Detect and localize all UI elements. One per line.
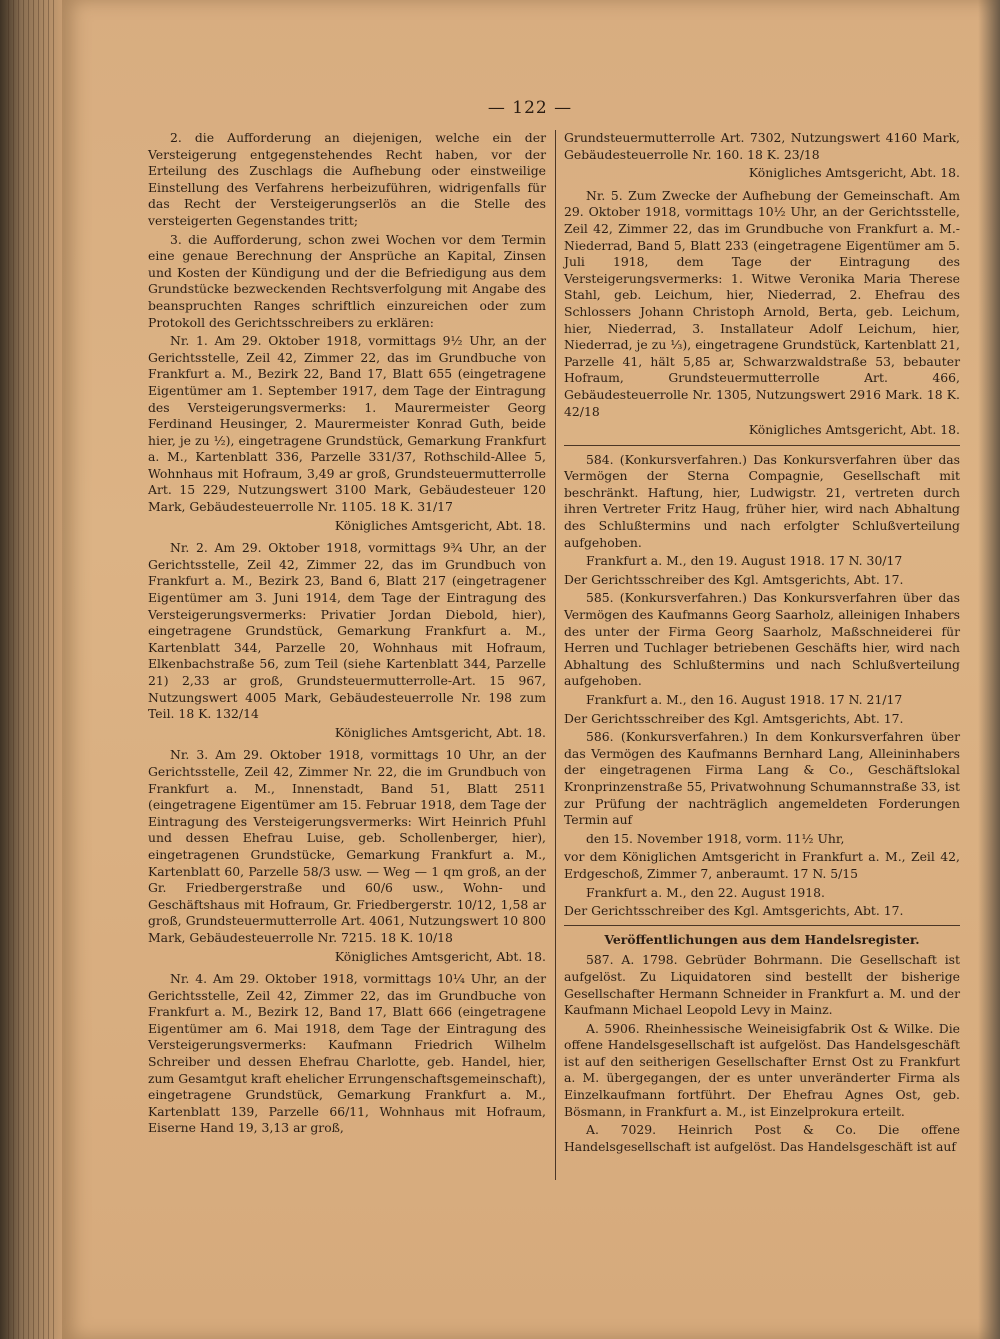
court-signature: Königliches Amtsgericht, Abt. 18. [748,165,960,181]
notice-paragraph: 3. die Aufforderung, schon zwei Wochen vor dem Termin eine genaue Berechnung der Ansprüche an Kapital, Zinsen und Kosten der Kündigung und der die Befriedigung aus dem Grundstücke bezweckenden Rechtsverfolgung mit Angabe des beanspruchten Ranges schriftlich einzureichen oder zum Protokoll des Gerichtsschreibers zu erklären: [148,231,546,330]
notice-paragraph: A. 7029. Heinrich Post & Co. Die offene Handelsgesellschaft ist aufgelöst. Das Handelsgeschäft ist auf [564,1122,960,1154]
notice-paragraph: Nr. 3. Am 29. Oktober 1918, vormittags 10 Uhr, an der Gerichtsstelle, Zeil 42, Zimmer Nr. 22, die im Grundbuch von Frankfurt a. M., Innenstadt, Band 51, Blatt 2511 (eingetragene Eigentümer am 15. Februar 1918, dem Tage der Eintragung des Versteigerungsvermerks: Wirt Heinrich Pfuhl und dessen Ehefrau Luise, geb. Schollenberger, hier), eingetragenen Grundstücke, Gemarkung Frankfurt a. M., Kartenblatt 60, Parzelle 58/3 usw. — Weg — 1 qm groß, an der Gr. Friedbergerstraße und 60/6 usw., Wohn- und Geschäftshaus mit Hofraum, Gr. Friedbergerstr. 10/12, 1,58 ar groß, Grundsteuermutterrolle Art. 4061, Nutzungswert 10 800 Mark, Gebäudesteuerrolle Nr. 7215. 18 K. 10/18 [148,747,546,945]
column-divider [555,130,556,1180]
court-signature: Königliches Amtsgericht, Abt. 18. [748,422,960,438]
page-stack-lines [8,0,58,1339]
notice-paragraph: 586. (Konkursverfahren.) In dem Konkursverfahren über das Vermögen des Kaufmanns Bernhard Lang, Alleininhabers der eingetragenen Firma Lang & Co., Geschäftslokal Kronprinzenstraße 55, Privatwohnung Schumannstraße 33, ist zur Prüfung der nachträglich angemeldeten Forderungen Termin auf [564,729,960,828]
left-column [148,130,546,1139]
page-number: — 122 — [487,98,573,118]
court-signature: Königliches Amtsgericht, Abt. 18. [334,517,546,533]
book-page-stack-edge [0,0,62,1339]
section-heading: Veröffentlichungen aus dem Handelsregister. [604,931,920,947]
right-column [564,130,960,1157]
dateline: Frankfurt a. M., den 22. August 1918. [586,884,825,900]
notice-paragraph: Der Gerichtsschreiber des Kgl. Amtsgerichts, Abt. 17. [564,710,904,726]
notice-paragraph: Nr. 1. Am 29. Oktober 1918, vormittags 9½ Uhr, an der Gerichtsstelle, Zeil 42, Zimmer 22, das im Grundbuche von Frankfurt a. M., Bezirk 22, Band 17, Blatt 655 (eingetragene Eigentümer am 1. September 1917, dem Tage der Eintragung des Versteigerungsvermerks: 1. Maurermeister Georg Ferdinand Heusinger, 2. Maurermeister Konrad Guth, beide hier, je zu ½), eingetragene Grundstück, Gemarkung Frankfurt a. M., Kartenblatt 336, Parzelle 331/37, Rothschild-Allee 5, Wohnhaus mit Hofraum, 3,49 ar groß, Grundsteuermutterrolle Art. 15 229, Nutzungswert 3100 Mark, Gebäudesteuer 120 Mark, Gebäudesteuerrolle Nr. 1105. 18 K. 31/17 [148,333,546,515]
section-rule [564,925,960,926]
notice-paragraph: 2. die Aufforderung an diejenigen, welche ein der Versteigerung entgegenstehendes Recht haben, vor der Erteilung des Zuschlags die Aufhebung oder einstweilige Einstellung des Verfahrens herbeizuführen, widrigenfalls für das Recht der Versteigerungserlös an die Stelle des versteigerten Gegenstandes tritt; [148,130,546,228]
notice-paragraph: 585. (Konkursverfahren.) Das Konkursverfahren über das Vermögen des Kaufmanns Georg Saarholz, alleinigen Inhabers des unter der Firma Georg Saarholz, Maßschneiderei für Herren und Tuchlager betriebenen Geschäfts hier, wird nach Abhaltung des Schlußtermins und nach Schlußverteilung aufgehoben. [564,590,960,689]
dateline: den 15. November 1918, vorm. 11½ Uhr, [586,830,845,846]
notice-paragraph: Nr. 5. Zum Zwecke der Aufhebung der Gemeinschaft. Am 29. Oktober 1918, vormittags 10½ Uhr, an der Gerichtsstelle, Zeil 42, Zimmer 22, das im Grundbuche von Frankfurt a. M.-Niederrad, Band 5, Blatt 233 (eingetragene Eigentümer am 5. Juli 1918, dem Tage der Eintragung des Versteigerungsvermerks: 1. Witwe Veronika Maria Therese Stahl, geb. Leichum, hier, Niederrad, 2. Ehefrau des Schlossers Johann Christoph Arnold, Berta, geb. Leichum, hier, Niederrad, 3. Installateur Adolf Leichum, hier, Niederrad, je zu ⅓), eingetragene Grundstück, Kartenblatt 21, Parzelle 41, hält 5,85 ar, Schwarzwaldstraße 53, bebauter Hofraum, Grundsteuermutterrolle Art. 466, Gebäudesteuerrolle Nr. 1305, Nutzungswert 2916 Mark. 18 K. 42/18 [564,187,960,419]
section-rule [564,445,960,446]
notice-paragraph: vor dem Königlichen Amtsgericht in Frankfurt a. M., Zeil 42, Erdgeschoß, Zimmer 7, anberaumt. 17 N. 5/15 [564,849,960,881]
dateline: Frankfurt a. M., den 16. August 1918. 17 N. 21/17 [586,692,903,707]
notice-paragraph: A. 5906. Rheinhessische Weineisigfabrik Ost & Wilke. Die offene Handelsgesellschaft ist aufgelöst. Das Handelsgeschäft ist auf den seitherigen Gesellschafter Ernst Ost zu Frankfurt a. M. übergegangen, der es unter unveränderter Firma als Einzelkaufmann fortführt. Der Ehefrau Agnes Ost, geb. Bösmann, in Frankfurt a. M., ist Einzelprokura erteilt. [564,1020,960,1119]
court-signature: Königliches Amtsgericht, Abt. 18. [334,948,546,964]
dateline: Frankfurt a. M., den 19. August 1918. 17 N. 30/17 [586,553,903,569]
notice-paragraph: 584. (Konkursverfahren.) Das Konkursverfahren über das Vermögen der Sterna Compagnie, Gesellschaft mit beschränkt. Haftung, hier, Ludwigstr. 21, vertreten durch ihren Vertreter Fritz Haug, früher hier, wird nach Abhaltung des Schlußtermins und nach erfolgter Schlußverteilung aufgehoben. [564,451,960,550]
notice-paragraph: Nr. 2. Am 29. Oktober 1918, vormittags 9¾ Uhr, an der Gerichtsstelle, Zeil 42, Zimmer 22, das im Grundbuch von Frankfurt a. M., Bezirk 23, Band 6, Blatt 217 (eingetragener Eigentümer am 3. Juni 1914, dem Tage der Eintragung des Versteigerungsvermerks: Privatier Jordan Diebold, hier), eingetragene Grundstück, Gemarkung Frankfurt a. M., Kartenblatt 344, Parzelle 20, Wohnhaus mit Hofraum, Elkenbachstraße 56, zum Teil (siehe Kartenblatt 344, Parzelle 21) 2,33 ar groß, Grundsteuermutterrolle-Art. 15 967, Nutzungswert 4005 Mark, Gebäudesteuerrolle Nr. 198 zum Teil. 18 K. 132/14 [148,540,546,722]
page-right-shadow [978,0,1000,1339]
notice-paragraph: Grundsteuermutterrolle Art. 7302, Nutzungswert 4160 Mark, Gebäudesteuerrolle Nr. 160. 18 K. 23/18 [564,130,960,162]
court-signature: Königliches Amtsgericht, Abt. 18. [334,724,546,740]
notice-paragraph: Nr. 4. Am 29. Oktober 1918, vormittags 10¼ Uhr, an der Gerichtsstelle, Zeil 42, Zimmer 22, das im Grundbuche von Frankfurt a. M., Bezirk 12, Band 17, Blatt 666 (eingetragene Eigentümer am 6. Mai 1918, dem Tage der Eintragung des Versteigerungsvermerks: Kaufmann Friedrich Wilhelm Schreiber und dessen Ehefrau Charlotte, geb. Handel, hier, zum Gesamtgut kraft ehelicher Errungenschaftsgemeinschaft), eingetragene Grundstück, Gemarkung Frankfurt a. M., Kartenblatt 139, Parzelle 66/11, Wohnhaus mit Hofraum, Eiserne Hand 19, 3,13 ar groß, [148,971,546,1136]
notice-paragraph: 587. A. 1798. Gebrüder Bohrmann. Die Gesellschaft ist aufgelöst. Zu Liquidatoren sind bestellt der bisherige Gesellschafter Hermann Schneider in Frankfurt a. M. und der Kaufmann Michael Leopold Levy in Mainz. [564,952,960,1018]
notice-paragraph: Der Gerichtsschreiber des Kgl. Amtsgerichts, Abt. 17. [564,903,904,919]
notice-paragraph: Der Gerichtsschreiber des Kgl. Amtsgerichts, Abt. 17. [564,571,904,587]
